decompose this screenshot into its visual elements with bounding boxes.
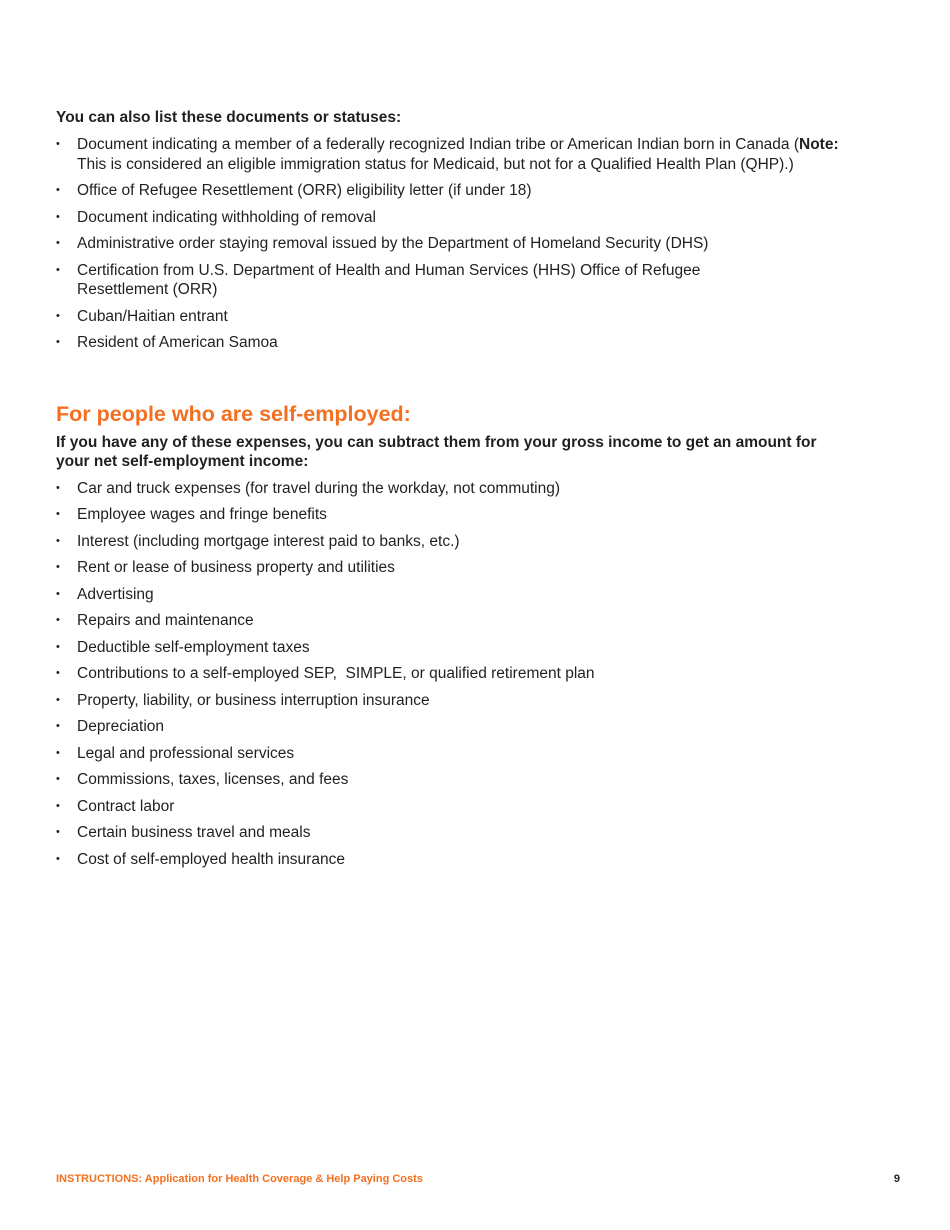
list-item <box>56 850 846 870</box>
bullet-icon: • <box>56 263 60 276</box>
list-item <box>56 823 846 843</box>
list-item <box>56 479 846 499</box>
list-item-text: Interest (including mortgage interest paid to banks, etc.) <box>77 532 460 550</box>
bullet-icon: • <box>56 746 60 759</box>
list-item <box>56 307 846 327</box>
list-item <box>56 797 846 817</box>
list-item <box>56 744 846 764</box>
bullet-icon: • <box>56 640 60 653</box>
list-item-text: Contract labor <box>77 797 175 815</box>
list-item <box>56 611 846 631</box>
page-content <box>56 108 846 876</box>
list-item-text: Employee wages and fringe benefits <box>77 506 327 523</box>
bullet-icon: • <box>56 138 60 150</box>
list-item-text: Depreciation <box>77 718 165 735</box>
section-intro: If you have any of these expenses, you can subtract them from your gross income to get an amount for your net self-employment income: <box>56 433 817 470</box>
bullet-icon: • <box>56 667 60 679</box>
list-item-text: Resident of American Samoa <box>77 334 278 351</box>
bullet-icon: • <box>56 534 60 547</box>
list-item <box>56 717 846 737</box>
note-label: Note: <box>799 136 839 153</box>
bullet-icon: • <box>56 561 60 573</box>
bullet-icon: • <box>56 508 60 520</box>
list-item-text: Deductible self-employment taxes <box>77 638 310 656</box>
list-item <box>56 558 846 578</box>
bullet-icon: • <box>56 336 60 348</box>
footer-title: INSTRUCTIONS: Application for Health Coverage & Help Paying Costs <box>56 1173 423 1185</box>
list-item-text: Office of Refugee Resettlement (ORR) eligibility letter (if under 18) <box>77 182 532 199</box>
list-item <box>56 770 846 790</box>
list-item-text: Advertising <box>77 585 154 603</box>
bullet-icon: • <box>56 852 60 865</box>
bullet-icon: • <box>56 210 60 223</box>
list-item-text: Cost of self-employed health insurance <box>77 850 345 868</box>
list-item-text: Certain business travel and meals <box>77 824 311 841</box>
documents-section <box>56 108 846 353</box>
list-item <box>56 135 846 174</box>
list-item <box>56 532 846 552</box>
list-item-text: Car and truck expenses (for travel during the workday, not commuting) <box>77 479 561 497</box>
list-item <box>56 234 846 254</box>
bullet-icon: • <box>56 614 60 626</box>
bullet-icon: • <box>56 309 60 322</box>
list-item-text: Repairs and maintenance <box>77 612 254 629</box>
list-item-text: Certification from U.S. Department of Health and Human Services (HHS) Office of Refugee Resettlement (ORR) <box>77 261 701 298</box>
bullet-icon: • <box>56 481 60 494</box>
documents-list <box>56 135 846 353</box>
expenses-list <box>56 479 846 870</box>
list-item-text: Cuban/Haitian entrant <box>77 307 228 325</box>
bullet-icon: • <box>56 720 60 732</box>
list-item-text: Document indicating withholding of removal <box>77 208 376 226</box>
bullet-icon: • <box>56 773 60 785</box>
documents-heading: You can also list these documents or statuses: <box>56 109 402 126</box>
list-item-text: Rent or lease of business property and utilities <box>77 559 395 576</box>
bullet-icon: • <box>56 184 60 196</box>
list-item-text: Property, liability, or business interruption insurance <box>77 691 430 709</box>
bullet-icon: • <box>56 693 60 706</box>
list-item-text: Legal and professional services <box>77 744 295 762</box>
list-item <box>56 181 846 201</box>
list-item <box>56 333 846 353</box>
list-item <box>56 261 846 300</box>
list-item <box>56 585 846 605</box>
self-employed-section <box>56 401 846 870</box>
bullet-icon: • <box>56 237 60 249</box>
list-item-text: Contributions to a self-employed SEP, SIMPLE, or qualified retirement plan <box>77 665 595 682</box>
list-item <box>56 691 846 711</box>
page-number: 9 <box>893 1173 900 1185</box>
list-item-text: Document indicating a member of a federally recognized Indian tribe or American Indian born in Canada ( <box>77 136 800 153</box>
section-title: For people who are self-employed: <box>56 401 411 426</box>
bullet-icon: • <box>56 799 60 812</box>
list-item-text: Commissions, taxes, licenses, and fees <box>77 771 349 788</box>
bullet-icon: • <box>56 587 60 600</box>
list-item-text: This is considered an eligible immigration status for Medicaid, but not for a Qualified Health Plan (QHP).) <box>77 155 794 173</box>
list-item <box>56 638 846 658</box>
list-item-text: Administrative order staying removal issued by the Department of Homeland Security (DHS) <box>77 235 709 252</box>
bullet-icon: • <box>56 826 60 838</box>
list-item <box>56 208 846 228</box>
list-item <box>56 505 846 525</box>
list-item <box>56 664 846 684</box>
